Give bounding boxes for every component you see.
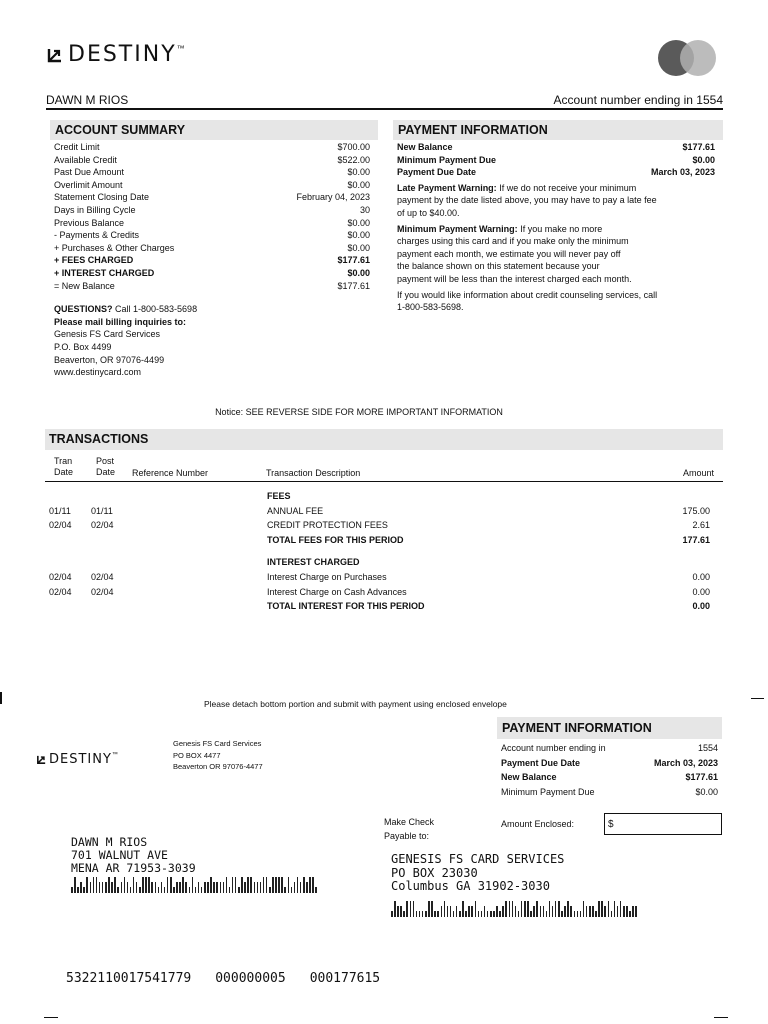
barcode-bar [241, 877, 243, 893]
barcode-bar [549, 901, 551, 917]
summary-row: Credit Limit $700.00 [54, 142, 370, 152]
summary-row: Previous Balance $0.00 [54, 217, 370, 228]
questions-phone: Call 1-800-583-5698 [112, 304, 198, 315]
col-reference-number: Reference Number [132, 468, 209, 478]
barcode-bar [133, 877, 135, 893]
barcode-bar [254, 882, 256, 893]
interest-heading: INTEREST CHARGED [267, 557, 360, 567]
credit-counseling-info: If you would like information about credit counseling services, call 1-800-583-5698. [397, 289, 658, 313]
issuer-address: Genesis FS Card Services PO BOX 4477 Beaverton OR 97076-4477 [173, 739, 263, 771]
barcode-bar [410, 901, 412, 917]
barcode-bar [278, 877, 280, 893]
barcode-bar [167, 877, 169, 893]
website-link[interactable]: www.destinycard.com [54, 367, 142, 378]
barcode-bar [394, 901, 396, 917]
barcode-bar [629, 911, 631, 917]
barcode-bar [102, 882, 104, 893]
address-line: Beaverton, OR 97076-4499 [54, 354, 165, 365]
summary-row-fees: + FEES CHARGED $177.61 [54, 255, 370, 266]
barcode-bar [564, 906, 566, 917]
barcode-bar [577, 911, 579, 917]
barcode-bar [481, 911, 483, 917]
barcode-bar [291, 887, 293, 893]
barcode-bar [611, 911, 613, 917]
barcode-bar [93, 877, 95, 893]
payee-barcode [391, 899, 649, 915]
account-summary [50, 120, 378, 379]
barcode-bar [434, 911, 436, 917]
barcode-bar [235, 877, 237, 893]
destiny-logo [46, 42, 185, 67]
barcode-bar [176, 882, 178, 893]
summary-row: Overlimit Amount $0.00 [54, 179, 370, 190]
barcode-bar [540, 906, 542, 917]
coupon-payment-rows [497, 739, 722, 799]
summary-row: - Payments & Credits $0.00 [54, 230, 370, 241]
bottom-right-mark [714, 1017, 728, 1018]
card-logo-right-circle [680, 40, 716, 76]
fees-total-row: TOTAL FEES FOR THIS PERIOD 177.61 [267, 535, 710, 545]
mail-inquiries-label: Please mail billing inquiries to: [54, 316, 187, 327]
barcode-bar [201, 887, 203, 893]
barcode-bar [158, 887, 160, 893]
barcode-bar [465, 911, 467, 917]
barcode-bar [580, 911, 582, 917]
barcode-bar [108, 877, 110, 893]
barcode-bar [592, 906, 594, 917]
barcode-bar [595, 911, 597, 917]
barcode-bar [207, 882, 209, 893]
barcode-bar [189, 887, 191, 893]
barcode-bar [90, 882, 92, 893]
col-tran-date: Tran Date [54, 456, 74, 477]
barcode-bar [490, 911, 492, 917]
barcode-bar [288, 877, 290, 893]
col-post-date: Post Date [96, 456, 116, 477]
barcode-bar [155, 882, 157, 893]
barcode-bar [505, 901, 507, 917]
barcode-bar [428, 901, 430, 917]
summary-row: Available Credit $522.00 [54, 154, 370, 165]
table-row: 02/04 02/04 Interest Charge on Purchases 0.00 [49, 572, 710, 582]
transactions-header [45, 456, 723, 480]
transactions-header-rule [45, 481, 723, 482]
barcode-bar [266, 877, 268, 893]
destiny-arrow-icon [46, 46, 64, 64]
coupon-brand-name: DESTINY [49, 752, 112, 767]
barcode-bar [136, 882, 138, 893]
summary-row: + Purchases & Other Charges $0.00 [54, 242, 370, 253]
barcode-bar [173, 887, 175, 893]
coupon-logo [36, 752, 118, 767]
address-line: P.O. Box 4499 [54, 341, 112, 352]
barcode-bar [546, 911, 548, 917]
summary-row: Days in Billing Cycle 30 [54, 204, 370, 215]
coupon-payment-title: PAYMENT INFORMATION [497, 717, 722, 739]
brand-name: DESTINY [68, 42, 177, 67]
table-row: 01/11 01/11 ANNUAL FEE 175.00 [49, 506, 710, 516]
barcode-bar [444, 901, 446, 917]
barcode-bar [127, 882, 129, 893]
barcode-bar [391, 911, 393, 917]
barcode-bar [117, 887, 119, 893]
customer-name: DAWN M RIOS [46, 93, 129, 107]
amount-enclosed-field[interactable] [604, 813, 722, 835]
barcode-bar [281, 877, 283, 893]
summary-row-new-balance: = New Balance $177.61 [54, 280, 370, 291]
bottom-left-mark [44, 1017, 58, 1018]
barcode-bar [71, 887, 73, 893]
coupon-row-account: Account number ending in 1554 [501, 743, 718, 753]
payment-row-due-date: Payment Due Date March 03, 2023 [397, 167, 715, 178]
trademark: ™ [176, 44, 185, 53]
barcode-bar [232, 877, 234, 893]
barcode-bar [583, 901, 585, 917]
barcode-bar [164, 887, 166, 893]
barcode-bar [263, 877, 265, 893]
questions-block [50, 303, 378, 379]
barcode-bar [275, 877, 277, 893]
barcode-bar [220, 882, 222, 893]
barcode-bar [114, 877, 116, 893]
barcode-bar [400, 906, 402, 917]
barcode-bar [244, 882, 246, 893]
barcode-bar [198, 882, 200, 893]
barcode-bar [80, 882, 82, 893]
barcode-bar [204, 882, 206, 893]
barcode-bar [179, 882, 181, 893]
barcode-bar [586, 906, 588, 917]
payment-row-minimum-due: Minimum Payment Due $0.00 [397, 154, 715, 165]
barcode-bar [284, 887, 286, 893]
barcode-bar [148, 877, 150, 893]
barcode-bar [312, 877, 314, 893]
make-check-label: Make Check Payable to: [384, 817, 435, 841]
barcode-bar [521, 901, 523, 917]
barcode-bar [250, 877, 252, 893]
barcode-bar [247, 877, 249, 893]
barcode-bar [403, 911, 405, 917]
barcode-bar [561, 911, 563, 917]
barcode-bar [459, 911, 461, 917]
barcode-bar [468, 906, 470, 917]
barcode-bar [555, 901, 557, 917]
payee-address: GENESIS FS CARD SERVICES PO BOX 23030 Columbus GA 31902-3030 [391, 852, 565, 893]
barcode-bar [192, 877, 194, 893]
amount-enclosed-label: Amount Enclosed: [501, 819, 575, 829]
payment-rows [393, 141, 723, 179]
barcode-bar [632, 906, 634, 917]
barcode-bar [309, 877, 311, 893]
barcode-bar [487, 911, 489, 917]
scanline: 5322110017541779 000000005 000177615 [66, 971, 381, 986]
summary-row: Statement Closing Date February 04, 2023 [54, 192, 370, 203]
barcode-bar [604, 906, 606, 917]
barcode-bar [450, 906, 452, 917]
questions-label: QUESTIONS? [54, 304, 113, 315]
barcode-bar [471, 906, 473, 917]
minimum-payment-warning: Minimum Payment Warning: If you make no more charges using this card and if you make only the minimum payment each month, we estimate you will never pay off the balance shown on this statement because your payment will be less than the interest charged each month. [397, 223, 632, 284]
barcode-bar [77, 887, 79, 893]
coupon-row-new-balance: New Balance $177.61 [501, 772, 718, 782]
destiny-arrow-icon [36, 754, 47, 765]
barcode-bar [509, 901, 511, 917]
barcode-bar [257, 882, 259, 893]
barcode-bar [151, 882, 153, 893]
barcode-bar [431, 901, 433, 917]
notice-text: Notice: SEE REVERSE SIDE FOR MORE IMPORTANT INFORMATION [215, 407, 503, 417]
barcode-bar [260, 882, 262, 893]
barcode-bar [617, 906, 619, 917]
payment-row-new-balance: New Balance $177.61 [397, 142, 715, 152]
barcode-bar [499, 911, 501, 917]
barcode-bar [527, 901, 529, 917]
coupon-trademark: ™ [111, 752, 118, 758]
barcode-bar [416, 911, 418, 917]
barcode-bar [124, 877, 126, 893]
barcode-bar [269, 887, 271, 893]
barcode-bar [441, 906, 443, 917]
barcode-bar [300, 882, 302, 893]
barcode-bar [493, 911, 495, 917]
barcode-bar [589, 906, 591, 917]
barcode-bar [601, 901, 603, 917]
summary-row: Past Due Amount $0.00 [54, 167, 370, 178]
barcode-bar [570, 906, 572, 917]
barcode-bar [111, 882, 113, 893]
barcode-bar [185, 882, 187, 893]
detach-instruction: Please detach bottom portion and submit with payment using enclosed envelope [204, 699, 507, 709]
barcode-bar [475, 901, 477, 917]
barcode-bar [121, 882, 123, 893]
barcode-bar [145, 877, 147, 893]
barcode-bar [99, 882, 101, 893]
table-row: 02/04 02/04 Interest Charge on Cash Advances 0.00 [49, 587, 710, 597]
barcode-bar [614, 901, 616, 917]
barcode-bar [170, 877, 172, 893]
account-summary-rows [50, 141, 378, 292]
barcode-bar [397, 906, 399, 917]
barcode-bar [558, 901, 560, 917]
barcode-bar [130, 887, 132, 893]
late-payment-warning: Late Payment Warning: If we do not receive your minimum payment by the date listed above, you may have to pay a late fee of up to $40.00. [397, 182, 657, 218]
barcode-bar [567, 901, 569, 917]
barcode-bar [419, 911, 421, 917]
barcode-bar [453, 911, 455, 917]
barcode-bar [272, 877, 274, 893]
payment-information-title: PAYMENT INFORMATION [393, 120, 723, 140]
barcode-bar [139, 887, 141, 893]
barcode-bar [502, 906, 504, 917]
barcode-bar [297, 877, 299, 893]
barcode-bar [524, 901, 526, 917]
barcode-bar [229, 887, 231, 893]
barcode-bar [406, 901, 408, 917]
barcode-bar [530, 911, 532, 917]
address-line: Genesis FS Card Services [54, 329, 161, 340]
barcode-bar [226, 877, 228, 893]
left-edge-mark [0, 692, 2, 704]
barcode-bar [536, 901, 538, 917]
right-edge-mark [751, 698, 764, 699]
account-summary-title: ACCOUNT SUMMARY [50, 120, 378, 140]
barcode-bar [437, 911, 439, 917]
barcode-bar [413, 901, 415, 917]
barcode-bar [598, 901, 600, 917]
barcode-bar [216, 882, 218, 893]
barcode-bar [484, 906, 486, 917]
table-row: 02/04 02/04 CREDIT PROTECTION FEES 2.61 [49, 520, 710, 530]
account-number-label: Account number ending in 1554 [553, 93, 723, 107]
barcode-bar [518, 911, 520, 917]
barcode-bar [213, 882, 215, 893]
header-rule [46, 108, 723, 110]
barcode-bar [303, 877, 305, 893]
barcode-bar [635, 906, 637, 917]
barcode-bar [447, 906, 449, 917]
customer-barcode [71, 875, 329, 891]
barcode-bar [533, 906, 535, 917]
barcode-bar [306, 882, 308, 893]
barcode-bar [161, 882, 163, 893]
amount-enclosed-value: $ [608, 819, 614, 830]
barcode-bar [462, 901, 464, 917]
barcode-bar [623, 906, 625, 917]
barcode-bar [142, 877, 144, 893]
barcode-bar [74, 877, 76, 893]
barcode-bar [543, 906, 545, 917]
transactions [45, 429, 723, 619]
barcode-bar [83, 887, 85, 893]
summary-row-interest: + INTEREST CHARGED $0.00 [54, 267, 370, 278]
transactions-title: TRANSACTIONS [45, 429, 723, 450]
barcode-bar [620, 901, 622, 917]
barcode-bar [552, 906, 554, 917]
coupon-row-due-date: Payment Due Date March 03, 2023 [501, 757, 718, 768]
barcode-bar [422, 911, 424, 917]
fees-heading: FEES [267, 491, 291, 501]
barcode-bar [223, 882, 225, 893]
card-network-logo [656, 38, 718, 78]
barcode-bar [195, 887, 197, 893]
barcode-bar [496, 906, 498, 917]
col-amount: Amount [682, 468, 714, 478]
barcode-bar [210, 877, 212, 893]
barcode-bar [515, 906, 517, 917]
barcode-bar [105, 882, 107, 893]
barcode-bar [96, 877, 98, 893]
customer-mailing-address: DAWN M RIOS 701 WALNUT AVE MENA AR 71953-3039 [71, 835, 196, 875]
barcode-bar [238, 887, 240, 893]
barcode-bar [574, 911, 576, 917]
interest-total-row: TOTAL INTEREST FOR THIS PERIOD 0.00 [267, 601, 710, 611]
col-description: Transaction Description [266, 468, 361, 478]
coupon-payment-information [497, 717, 722, 799]
barcode-bar [608, 901, 610, 917]
barcode-bar [456, 906, 458, 917]
barcode-bar [512, 901, 514, 917]
coupon-row-minimum-due: Minimum Payment Due $0.00 [501, 786, 718, 797]
barcode-bar [626, 906, 628, 917]
barcode-bar [478, 911, 480, 917]
barcode-bar [294, 882, 296, 893]
barcode-bar [315, 887, 317, 893]
barcode-bar [425, 911, 427, 917]
barcode-bar [86, 877, 88, 893]
barcode-bar [182, 877, 184, 893]
payment-information [393, 120, 723, 314]
